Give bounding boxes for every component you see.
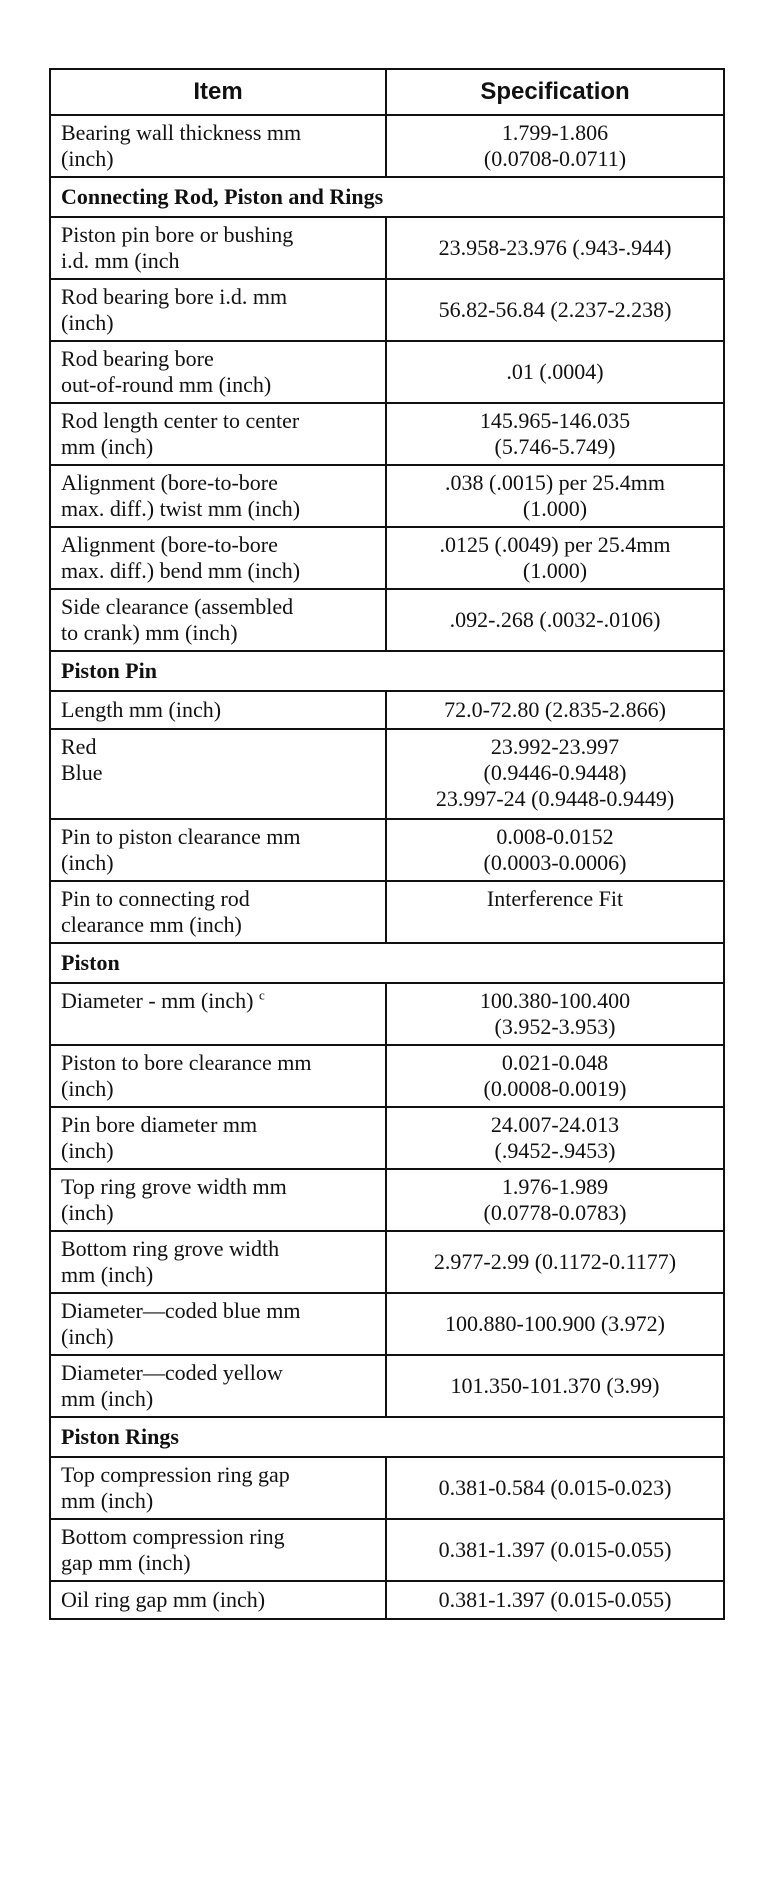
table-row xyxy=(50,1355,724,1417)
item-text xyxy=(61,1324,377,1350)
specification-text: (1.000) xyxy=(522,496,588,521)
item-cell xyxy=(50,1519,386,1581)
item-cell xyxy=(50,1231,386,1293)
specification-cell xyxy=(386,115,724,177)
specification-text: 24.007-24.013 xyxy=(490,1112,620,1137)
specification-cell xyxy=(386,1355,724,1417)
item-text-content: Red xyxy=(61,734,97,759)
item-text xyxy=(61,1462,377,1488)
item-text-content: (inch) xyxy=(61,310,114,335)
item-text xyxy=(61,434,377,460)
specification-text: 1.799-1.806 xyxy=(501,120,609,145)
item-text xyxy=(61,532,377,558)
item-text-content: Pin bore diameter mm xyxy=(61,1112,258,1137)
item-text xyxy=(61,346,377,372)
specification-text: Interference Fit xyxy=(486,886,624,911)
item-text-content: Diameter - mm (inch) xyxy=(61,988,254,1013)
specification-text: 23.997-24 (0.9448-0.9449) xyxy=(435,786,675,811)
item-text xyxy=(61,1050,377,1076)
item-text xyxy=(61,284,377,310)
item-text-content: (inch) xyxy=(61,1200,114,1225)
item-cell xyxy=(50,115,386,177)
section-title: Connecting Rod, Piston and Rings xyxy=(50,177,724,217)
table-row xyxy=(50,729,724,819)
footnote-marker: c xyxy=(258,987,265,1003)
item-cell xyxy=(50,279,386,341)
item-text xyxy=(61,886,377,912)
table-row xyxy=(50,1107,724,1169)
specification-text: (3.952-3.953) xyxy=(494,1014,616,1039)
table-row xyxy=(50,1293,724,1355)
item-cell xyxy=(50,1169,386,1231)
item-text xyxy=(61,1360,377,1386)
table-row xyxy=(50,1045,724,1107)
table-body xyxy=(50,115,724,1619)
item-text xyxy=(61,1262,377,1288)
item-text-content: i.d. mm (inch xyxy=(61,248,180,273)
item-text-content: Rod bearing bore xyxy=(61,346,214,371)
specification-text: 0.381-0.584 (0.015-0.023) xyxy=(438,1475,672,1500)
item-text-content: Alignment (bore-to-bore xyxy=(61,470,278,495)
section-title: Piston xyxy=(50,943,724,983)
item-cell xyxy=(50,729,386,819)
specification-text: (0.0008-0.0019) xyxy=(483,1076,627,1101)
item-text xyxy=(61,1174,377,1200)
item-cell xyxy=(50,1107,386,1169)
item-column-header: Item xyxy=(50,69,386,115)
specification-text: .092-.268 (.0032-.0106) xyxy=(449,607,661,632)
item-cell xyxy=(50,881,386,943)
item-text xyxy=(61,470,377,496)
section-row xyxy=(50,943,724,983)
specification-cell xyxy=(386,527,724,589)
specification-cell xyxy=(386,1293,724,1355)
specification-cell xyxy=(386,729,724,819)
specification-cell xyxy=(386,279,724,341)
item-text xyxy=(61,1587,377,1613)
item-text-content: (inch) xyxy=(61,1138,114,1163)
item-cell xyxy=(50,403,386,465)
item-text xyxy=(61,1298,377,1324)
item-text xyxy=(61,310,377,336)
specification-text: .0125 (.0049) per 25.4mm xyxy=(439,532,671,557)
table-row xyxy=(50,819,724,881)
specification-text: (1.000) xyxy=(522,558,588,583)
item-cell xyxy=(50,217,386,279)
section-title: Piston Rings xyxy=(50,1417,724,1457)
specification-text: 0.008-0.0152 xyxy=(496,824,614,849)
item-text-content: Bottom ring grove width xyxy=(61,1236,280,1261)
item-text-content: max. diff.) bend mm (inch) xyxy=(61,558,301,583)
table-row xyxy=(50,691,724,729)
item-text-content: mm (inch) xyxy=(61,1262,154,1287)
specification-cell xyxy=(386,589,724,651)
specification-cell xyxy=(386,403,724,465)
item-text-content: Oil ring gap mm (inch) xyxy=(61,1587,266,1612)
item-text xyxy=(61,120,377,146)
specification-cell xyxy=(386,1581,724,1619)
item-text xyxy=(61,1550,377,1576)
item-text-content: Piston pin bore or bushing xyxy=(61,222,294,247)
specification-cell xyxy=(386,1045,724,1107)
item-cell xyxy=(50,1355,386,1417)
specification-text: 56.82-56.84 (2.237-2.238) xyxy=(438,297,672,322)
item-text xyxy=(61,1236,377,1262)
item-cell xyxy=(50,1293,386,1355)
specification-cell xyxy=(386,691,724,729)
section-title: Piston Pin xyxy=(50,651,724,691)
specification-text: 1.976-1.989 xyxy=(501,1174,609,1199)
item-text xyxy=(61,912,377,938)
table-row xyxy=(50,217,724,279)
item-text-content: Alignment (bore-to-bore xyxy=(61,532,278,557)
table-row xyxy=(50,115,724,177)
item-text-content: Piston to bore clearance mm xyxy=(61,1050,312,1075)
item-text-content: Rod bearing bore i.d. mm xyxy=(61,284,288,309)
specification-text: 100.880-100.900 (3.972) xyxy=(445,1311,665,1336)
table-row xyxy=(50,983,724,1045)
specification-column-header: Specification xyxy=(386,69,724,115)
item-text-content: out-of-round mm (inch) xyxy=(61,372,272,397)
item-text-content: Bearing wall thickness mm xyxy=(61,120,302,145)
table-header-row xyxy=(50,69,724,115)
item-text xyxy=(61,760,377,786)
item-text xyxy=(61,1524,377,1550)
item-text-content: Side clearance (assembled xyxy=(61,594,294,619)
item-text-content: (inch) xyxy=(61,1324,114,1349)
table-row xyxy=(50,881,724,943)
item-text xyxy=(61,1112,377,1138)
table-row xyxy=(50,589,724,651)
item-text xyxy=(61,222,377,248)
item-text xyxy=(61,824,377,850)
item-text xyxy=(61,988,377,1014)
item-text-content: Length mm (inch) xyxy=(61,697,222,722)
specification-text: (0.9446-0.9448) xyxy=(483,760,627,785)
item-text-content: (inch) xyxy=(61,1076,114,1101)
item-text-content: mm (inch) xyxy=(61,434,154,459)
specification-text: (0.0778-0.0783) xyxy=(483,1200,627,1225)
item-text xyxy=(61,1138,377,1164)
item-text-content: Diameter—coded yellow xyxy=(61,1360,283,1385)
item-text-content: (inch) xyxy=(61,146,114,171)
section-row xyxy=(50,177,724,217)
item-text-content: clearance mm (inch) xyxy=(61,912,242,937)
specification-cell xyxy=(386,819,724,881)
item-text-content: Blue xyxy=(61,760,103,785)
table-row xyxy=(50,527,724,589)
item-text xyxy=(61,697,377,723)
table-row xyxy=(50,465,724,527)
specification-cell xyxy=(386,1169,724,1231)
specification-text: (0.0003-0.0006) xyxy=(483,850,627,875)
item-cell xyxy=(50,1581,386,1619)
item-text-content: Top ring grove width mm xyxy=(61,1174,287,1199)
item-text-content: Pin to connecting rod xyxy=(61,886,250,911)
item-text xyxy=(61,496,377,522)
specification-cell xyxy=(386,881,724,943)
item-text-content: Top compression ring gap xyxy=(61,1462,290,1487)
item-cell xyxy=(50,589,386,651)
section-row xyxy=(50,651,724,691)
item-text xyxy=(61,620,377,646)
table-row xyxy=(50,1457,724,1519)
item-text xyxy=(61,372,377,398)
item-text xyxy=(61,1076,377,1102)
table-row xyxy=(50,1581,724,1619)
item-text-content: mm (inch) xyxy=(61,1488,154,1513)
item-cell xyxy=(50,527,386,589)
table-row xyxy=(50,403,724,465)
item-text xyxy=(61,558,377,584)
specification-text: .038 (.0015) per 25.4mm xyxy=(445,470,665,495)
item-text-content: Diameter—coded blue mm xyxy=(61,1298,301,1323)
item-cell xyxy=(50,1045,386,1107)
table-row xyxy=(50,1169,724,1231)
specification-text: 2.977-2.99 (0.1172-0.1177) xyxy=(433,1249,677,1274)
specification-text: 0.381-1.397 (0.015-0.055) xyxy=(438,1587,672,1612)
specification-text: 145.965-146.035 xyxy=(479,408,631,433)
specification-cell xyxy=(386,341,724,403)
item-cell xyxy=(50,465,386,527)
specification-cell xyxy=(386,1107,724,1169)
table-row xyxy=(50,1519,724,1581)
specification-text: (5.746-5.749) xyxy=(494,434,616,459)
specification-cell xyxy=(386,1231,724,1293)
item-text xyxy=(61,408,377,434)
item-text-content: Bottom compression ring xyxy=(61,1524,285,1549)
item-text-content: Rod length center to center xyxy=(61,408,300,433)
specification-text: (.9452-.9453) xyxy=(494,1138,616,1163)
item-text xyxy=(61,146,377,172)
item-text-content: (inch) xyxy=(61,850,114,875)
specification-text: 23.958-23.976 (.943-.944) xyxy=(438,235,672,260)
specification-text: (0.0708-0.0711) xyxy=(483,146,627,171)
table-row xyxy=(50,1231,724,1293)
item-text xyxy=(61,734,377,760)
item-cell xyxy=(50,341,386,403)
item-cell xyxy=(50,1457,386,1519)
specification-cell xyxy=(386,1457,724,1519)
item-text xyxy=(61,248,377,274)
item-text-content: Pin to piston clearance mm xyxy=(61,824,301,849)
item-text xyxy=(61,1386,377,1412)
item-cell xyxy=(50,691,386,729)
item-text-content: to crank) mm (inch) xyxy=(61,620,238,645)
item-text-content: mm (inch) xyxy=(61,1386,154,1411)
specification-text: 101.350-101.370 (3.99) xyxy=(450,1373,660,1398)
item-text-content: max. diff.) twist mm (inch) xyxy=(61,496,301,521)
item-text xyxy=(61,850,377,876)
specification-cell xyxy=(386,1519,724,1581)
specification-cell xyxy=(386,465,724,527)
specification-cell xyxy=(386,217,724,279)
specification-text: 0.381-1.397 (0.015-0.055) xyxy=(438,1537,672,1562)
specification-cell xyxy=(386,983,724,1045)
specification-text: .01 (.0004) xyxy=(506,359,604,384)
table-row xyxy=(50,279,724,341)
item-cell xyxy=(50,819,386,881)
item-text xyxy=(61,594,377,620)
specification-text: 100.380-100.400 xyxy=(479,988,631,1013)
item-text-content: gap mm (inch) xyxy=(61,1550,191,1575)
specification-text: 23.992-23.997 xyxy=(490,734,620,759)
item-text xyxy=(61,1488,377,1514)
item-text xyxy=(61,1200,377,1226)
item-cell xyxy=(50,983,386,1045)
section-row xyxy=(50,1417,724,1457)
specification-text: 72.0-72.80 (2.835-2.866) xyxy=(444,697,666,722)
table-row xyxy=(50,341,724,403)
specification-text: 0.021-0.048 xyxy=(501,1050,609,1075)
specification-table xyxy=(49,68,725,1620)
